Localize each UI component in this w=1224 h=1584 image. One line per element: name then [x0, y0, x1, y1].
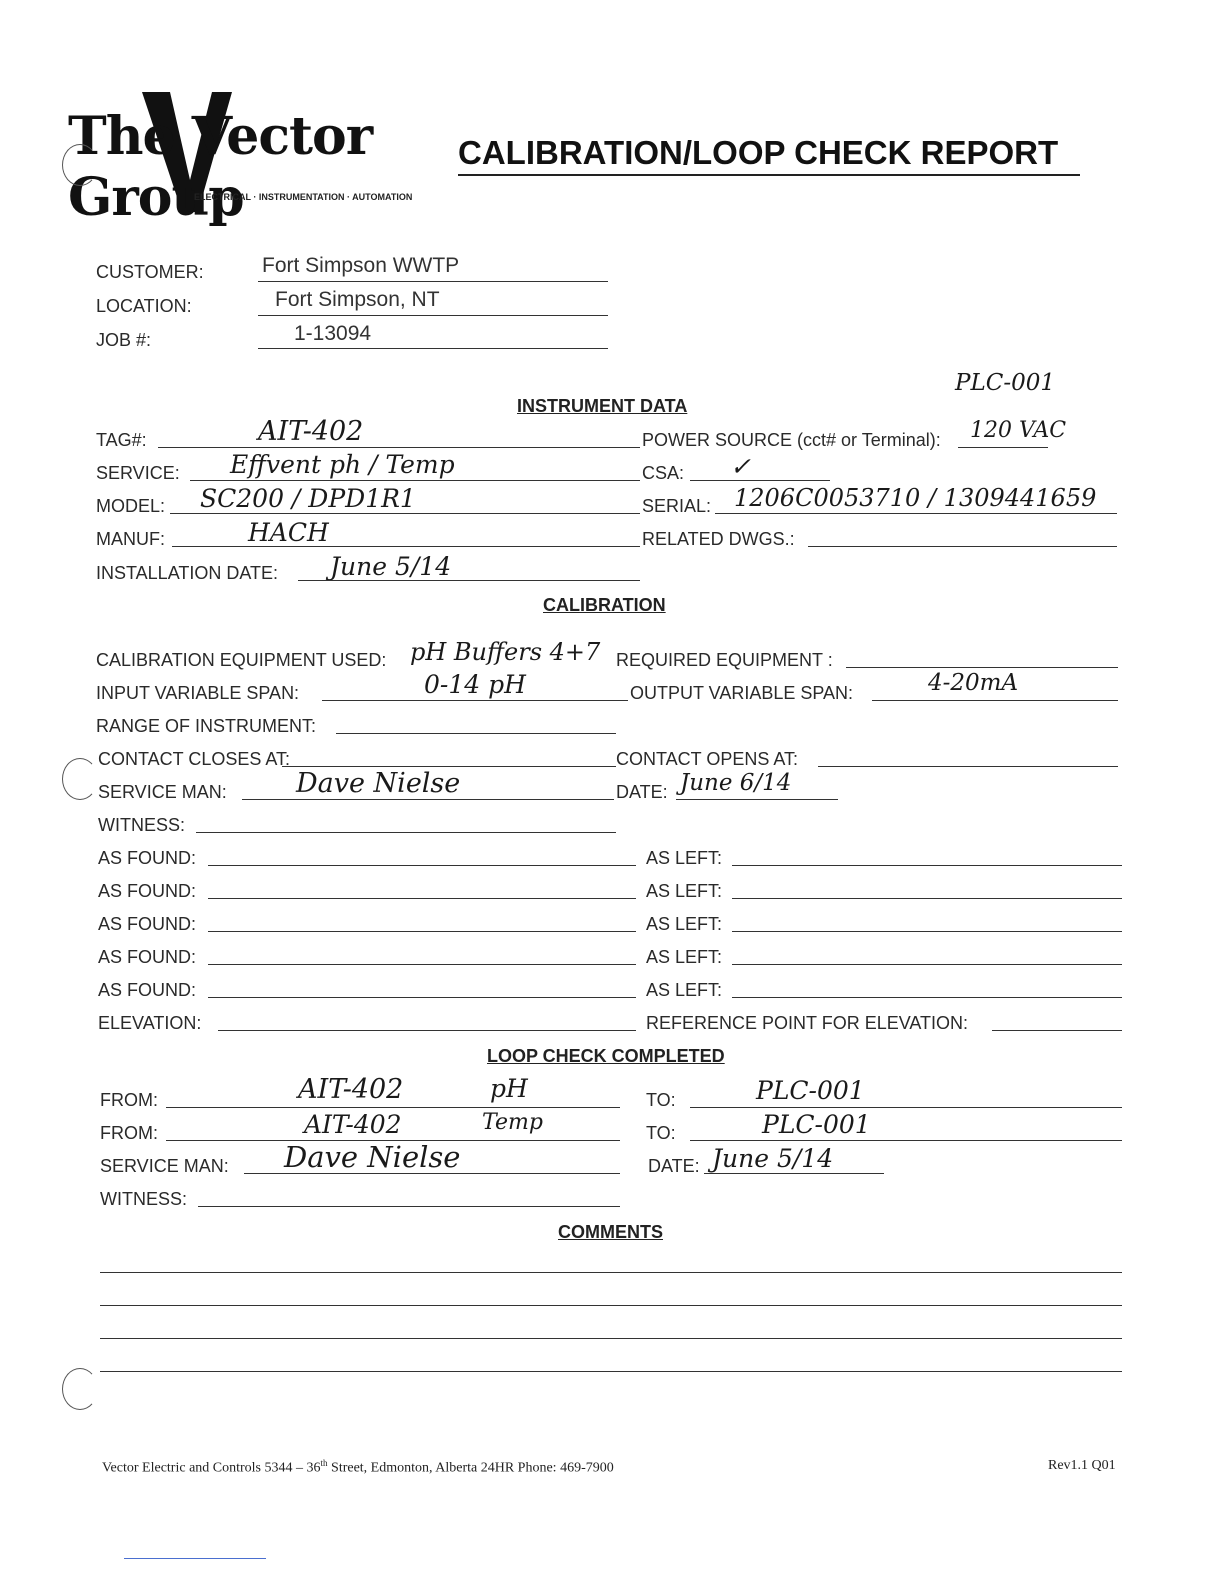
as-found-line[interactable] [208, 898, 636, 899]
csa-value[interactable]: ✓ [730, 452, 751, 481]
cal-equip-label: CALIBRATION EQUIPMENT USED: [96, 650, 387, 670]
cal-service-man-label: SERVICE MAN: [98, 782, 227, 802]
cal-date-label: DATE: [616, 782, 668, 802]
as-left-line[interactable] [732, 898, 1122, 899]
power-label: POWER SOURCE (cct# or Terminal): [642, 430, 941, 450]
serial-line [715, 513, 1117, 514]
elevation-line[interactable] [218, 1030, 636, 1031]
loop-to-line [690, 1140, 1122, 1141]
csa-label: CSA: [642, 463, 685, 483]
location-label: LOCATION: [96, 296, 192, 316]
loop-date-label: DATE: [648, 1156, 700, 1176]
as-found-label: AS FOUND: [98, 914, 197, 934]
comment-line[interactable] [100, 1272, 1122, 1273]
job-value[interactable]: 1-13094 [294, 322, 372, 345]
loop-witness-line[interactable] [198, 1206, 620, 1207]
location-value[interactable]: Fort Simpson, NT [275, 288, 440, 311]
range-label: RANGE OF INSTRUMENT: [96, 716, 317, 736]
input-span-label: INPUT VARIABLE SPAN: [96, 683, 300, 703]
loop-to-label: TO: [646, 1123, 676, 1143]
as-left-label: AS LEFT: [646, 881, 723, 901]
customer-label: CUSTOMER: [96, 262, 204, 282]
contact-closes-label: CONTACT CLOSES AT: [98, 749, 291, 769]
loop-check-heading: LOOP CHECK COMPLETED [487, 1046, 725, 1066]
comment-line[interactable] [100, 1305, 1122, 1306]
required-equip-label: REQUIRED EQUIPMENT : [616, 650, 833, 670]
as-left-label: AS LEFT: [646, 914, 723, 934]
required-equip-line[interactable] [846, 667, 1118, 668]
range-line[interactable] [336, 733, 616, 734]
customer-value[interactable]: Fort Simpson WWTP [262, 254, 460, 277]
comment-line[interactable] [100, 1338, 1122, 1339]
service-line [190, 480, 640, 481]
location-line [258, 315, 608, 316]
loop-from-line [166, 1107, 620, 1108]
output-span-value[interactable]: 4-20mA [928, 670, 1019, 696]
as-found-line[interactable] [208, 964, 636, 965]
tag-value[interactable]: AIT-402 [258, 416, 364, 447]
punch-hole [62, 144, 98, 186]
service-value[interactable]: Effvent ph / Temp [230, 450, 455, 479]
footer-address-sup: th [320, 1458, 328, 1468]
cal-date-value[interactable]: June 6/14 [680, 770, 792, 796]
power-value[interactable]: 120 VAC [970, 418, 1067, 443]
power-line [958, 447, 1048, 448]
punch-hole [62, 758, 98, 800]
output-span-label: OUTPUT VARIABLE SPAN: [630, 683, 854, 703]
tag-line [158, 447, 640, 448]
footer-address [102, 1458, 614, 1477]
ref-point-label: REFERENCE POINT FOR ELEVATION: [646, 1013, 969, 1033]
service-label: SERVICE: [96, 463, 180, 483]
loop-signal-value[interactable]: pH [490, 1074, 528, 1103]
cal-witness-label: WITNESS: [98, 815, 186, 835]
install-date-line [298, 580, 640, 581]
loop-from-label: FROM: [100, 1123, 158, 1143]
as-found-line[interactable] [208, 997, 636, 998]
related-dwgs-label: RELATED DWGS.: [642, 529, 795, 549]
as-left-line[interactable] [732, 964, 1122, 965]
loop-witness-label: WITNESS: [100, 1189, 188, 1209]
plc-note: PLC-001 [955, 370, 1056, 396]
contact-opens-line[interactable] [818, 766, 1118, 767]
calibration-heading: CALIBRATION [543, 595, 666, 615]
as-found-label: AS FOUND: [98, 980, 197, 1000]
input-span-line [322, 700, 628, 701]
footer-address-suffix: Street, Edmonton, Alberta 24HR Phone: 469-7900 [327, 1460, 614, 1476]
logo [62, 92, 442, 228]
as-left-label: AS LEFT: [646, 947, 723, 967]
loop-signal-value[interactable]: Temp [482, 1110, 543, 1135]
as-found-label: AS FOUND: [98, 848, 197, 868]
loop-to-value[interactable]: PLC-001 [756, 1076, 865, 1105]
ref-point-line[interactable] [992, 1030, 1122, 1031]
as-left-label: AS LEFT: [646, 980, 723, 1000]
loop-date-value[interactable]: June 5/14 [712, 1144, 834, 1173]
contact-opens-label: CONTACT OPENS AT: [616, 749, 799, 769]
as-found-label: AS FOUND: [98, 881, 197, 901]
loop-date-line [704, 1173, 884, 1174]
loop-from-label: FROM: [100, 1090, 158, 1110]
cal-date-line [676, 799, 838, 800]
footer-revision: Rev1.1 Q01 [1048, 1458, 1116, 1473]
contact-closes-line[interactable] [282, 766, 616, 767]
comment-line[interactable] [100, 1371, 1122, 1372]
elevation-label: ELEVATION: [98, 1013, 202, 1033]
cal-witness-line[interactable] [196, 832, 616, 833]
as-found-line[interactable] [208, 931, 636, 932]
title-underline [458, 174, 1080, 176]
customer-line [258, 281, 608, 282]
as-left-line[interactable] [732, 997, 1122, 998]
loop-from-value[interactable]: AIT-402 [298, 1074, 404, 1105]
loop-service-man-line [244, 1173, 620, 1174]
manuf-label: MANUF: [96, 529, 165, 549]
punch-hole [62, 1368, 98, 1410]
install-date-value[interactable]: June 5/14 [330, 552, 452, 581]
cal-service-man-value[interactable]: Dave Nielse [296, 768, 461, 799]
as-left-label: AS LEFT: [646, 848, 723, 868]
instrument-data-heading: INSTRUMENT DATA [517, 396, 688, 416]
as-left-line[interactable] [732, 931, 1122, 932]
install-date-label: INSTALLATION DATE: [96, 563, 279, 583]
as-found-label: AS FOUND: [98, 947, 197, 967]
model-line [170, 513, 640, 514]
output-span-line [872, 700, 1118, 701]
comments-heading: COMMENTS [558, 1222, 663, 1242]
loop-service-man-label: SERVICE MAN: [100, 1156, 229, 1176]
loop-from-value[interactable]: AIT-402 [304, 1110, 402, 1139]
loop-to-value[interactable]: PLC-001 [762, 1110, 871, 1139]
footer-address-prefix: Vector Electric and Controls 5344 – 36 [102, 1460, 321, 1476]
job-label: JOB #: [96, 330, 152, 350]
manuf-value[interactable]: HACH [248, 518, 329, 547]
cal-equip-value[interactable]: pH Buffers 4+7 [410, 638, 601, 666]
input-span-value[interactable]: 0-14 pH [424, 670, 526, 699]
cal-service-man-line [242, 799, 614, 800]
model-label: MODEL: [96, 496, 166, 516]
csa-line [690, 480, 830, 481]
serial-label: SERIAL: [642, 496, 712, 516]
loop-to-label: TO: [646, 1090, 676, 1110]
related-dwgs-line[interactable] [808, 546, 1117, 547]
manuf-line [172, 546, 640, 547]
job-line [258, 348, 608, 349]
serial-value[interactable]: 1206C0053710 / 1309441659 [734, 484, 1097, 512]
footer-blue-line [124, 1558, 266, 1559]
as-left-line[interactable] [732, 865, 1122, 866]
logo-text: The Vector Group [68, 106, 373, 228]
report-title: CALIBRATION/LOOP CHECK REPORT [458, 134, 1059, 171]
model-value[interactable]: SC200 / DPD1R1 [200, 484, 416, 513]
tag-label: TAG#: [96, 430, 147, 450]
logo-tagline: ELECTRICAL · INSTRUMENTATION · AUTOMATION [194, 192, 413, 202]
loop-service-man-value[interactable]: Dave Nielse [284, 1140, 461, 1174]
loop-to-line [690, 1107, 1122, 1108]
as-found-line[interactable] [208, 865, 636, 866]
